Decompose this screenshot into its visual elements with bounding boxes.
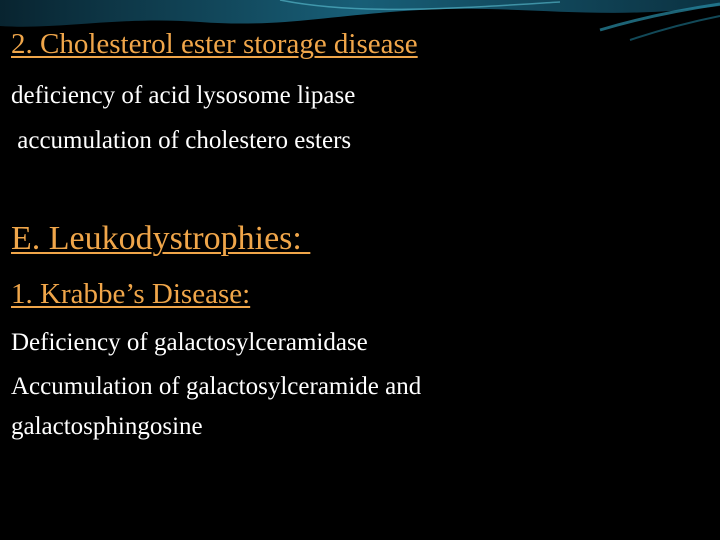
text-deficiency-acid-lysosome-lipase: deficiency of acid lysosome lipase bbox=[11, 82, 356, 109]
text-accumulation-galactosylceramide: Accumulation of galactosylceramide and bbox=[11, 373, 422, 400]
text-accumulation-cholesterol-esters: accumulation of cholestero esters bbox=[11, 127, 352, 154]
text-deficiency-galactosylceramidase: Deficiency of galactosylceramidase bbox=[11, 329, 368, 356]
heading-leukodystrophies: E. Leukodystrophies: bbox=[11, 220, 311, 257]
text-galactosphingosine: galactosphingosine bbox=[11, 413, 203, 440]
heading-krabbes-disease: 1. Krabbe’s Disease: bbox=[11, 278, 251, 310]
heading-cholesterol-ester-storage-disease: 2. Cholesterol ester storage disease bbox=[11, 28, 418, 60]
wave-band bbox=[0, 0, 720, 27]
